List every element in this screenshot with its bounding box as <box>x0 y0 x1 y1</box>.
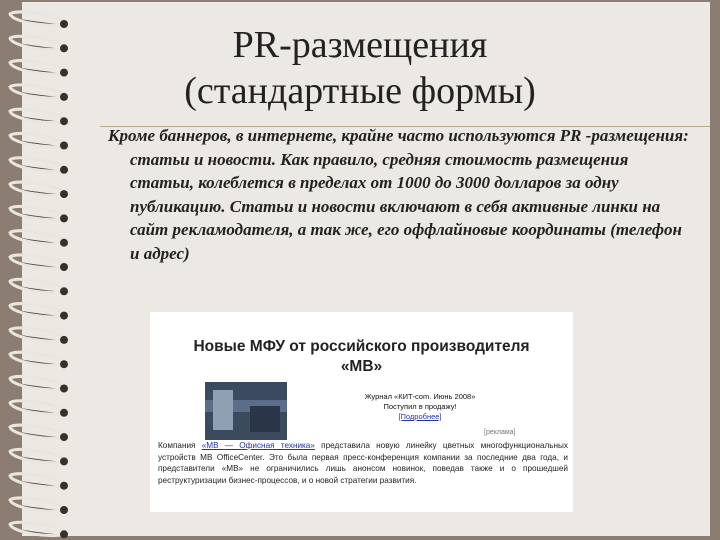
binding-ring <box>10 61 68 77</box>
binding-ring <box>10 304 68 320</box>
binding-ring <box>10 206 68 222</box>
body-paragraph: Кроме баннеров, в интернете, крайне часто используются PR -размещения: статьи и новости. Как правило, средняя стоимость размещения статьи, колеблется в пределах от 1000 до 3000 долларов за одну публикацию. Статьи и новости включают в себя активные линки на сайт рекламодателя, а так же, его оффлайновые координаты (телефон и адрес) <box>108 126 689 263</box>
news-image-device-2 <box>250 406 280 432</box>
news-caption-line-2: Поступил в продажу! <box>383 402 457 411</box>
binding-ring <box>10 425 68 441</box>
news-ad-tag: [реклама] <box>484 429 516 436</box>
news-image <box>205 382 287 440</box>
binding-ring <box>10 36 68 52</box>
binding-ring <box>10 109 68 125</box>
binding-ring <box>10 85 68 101</box>
binding-ring <box>10 522 68 538</box>
binding-ring <box>10 401 68 417</box>
title-line-2: (стандартные формы) <box>184 70 536 112</box>
news-image-device <box>213 390 233 430</box>
news-screenshot <box>150 312 573 512</box>
news-more-link[interactable]: [Подробнее] <box>398 412 442 421</box>
title-line-1: PR-размещения <box>232 24 488 66</box>
binding-ring <box>10 377 68 393</box>
binding-ring <box>10 449 68 465</box>
news-headline <box>150 337 573 377</box>
news-caption-line-1: Журнал «КИТ-com. Июнь 2008» <box>364 392 476 401</box>
news-body <box>158 440 568 486</box>
news-headline-line-1: Новые МФУ от российского производителя <box>193 338 530 355</box>
news-headline-line-2: «МВ» <box>340 358 383 375</box>
news-body-prefix: Компания <box>158 441 202 450</box>
binding-ring <box>10 12 68 28</box>
binding-ring <box>10 182 68 198</box>
news-body-rest: представила новую линейку цветных многофункциональных устройств МВ OfficeCenter. Это была первая пресс-конференция компании за последние два года, и представители «МВ» не ограничились лишь анонсом новинок, поведав также и о прошедшей реструктуризации бизнес-процессов, и о новой стратегии развития. <box>158 441 568 485</box>
binding-ring <box>10 498 68 514</box>
binding-ring <box>10 279 68 295</box>
news-company-link[interactable]: «МВ — Офисная техника» <box>201 441 315 450</box>
spiral-binding <box>0 0 80 540</box>
binding-ring <box>10 134 68 150</box>
binding-ring <box>10 352 68 368</box>
news-caption <box>340 392 500 422</box>
binding-ring <box>10 474 68 490</box>
binding-ring <box>10 328 68 344</box>
binding-ring <box>10 231 68 247</box>
binding-ring <box>10 158 68 174</box>
binding-ring <box>10 255 68 271</box>
page-title <box>100 22 620 114</box>
